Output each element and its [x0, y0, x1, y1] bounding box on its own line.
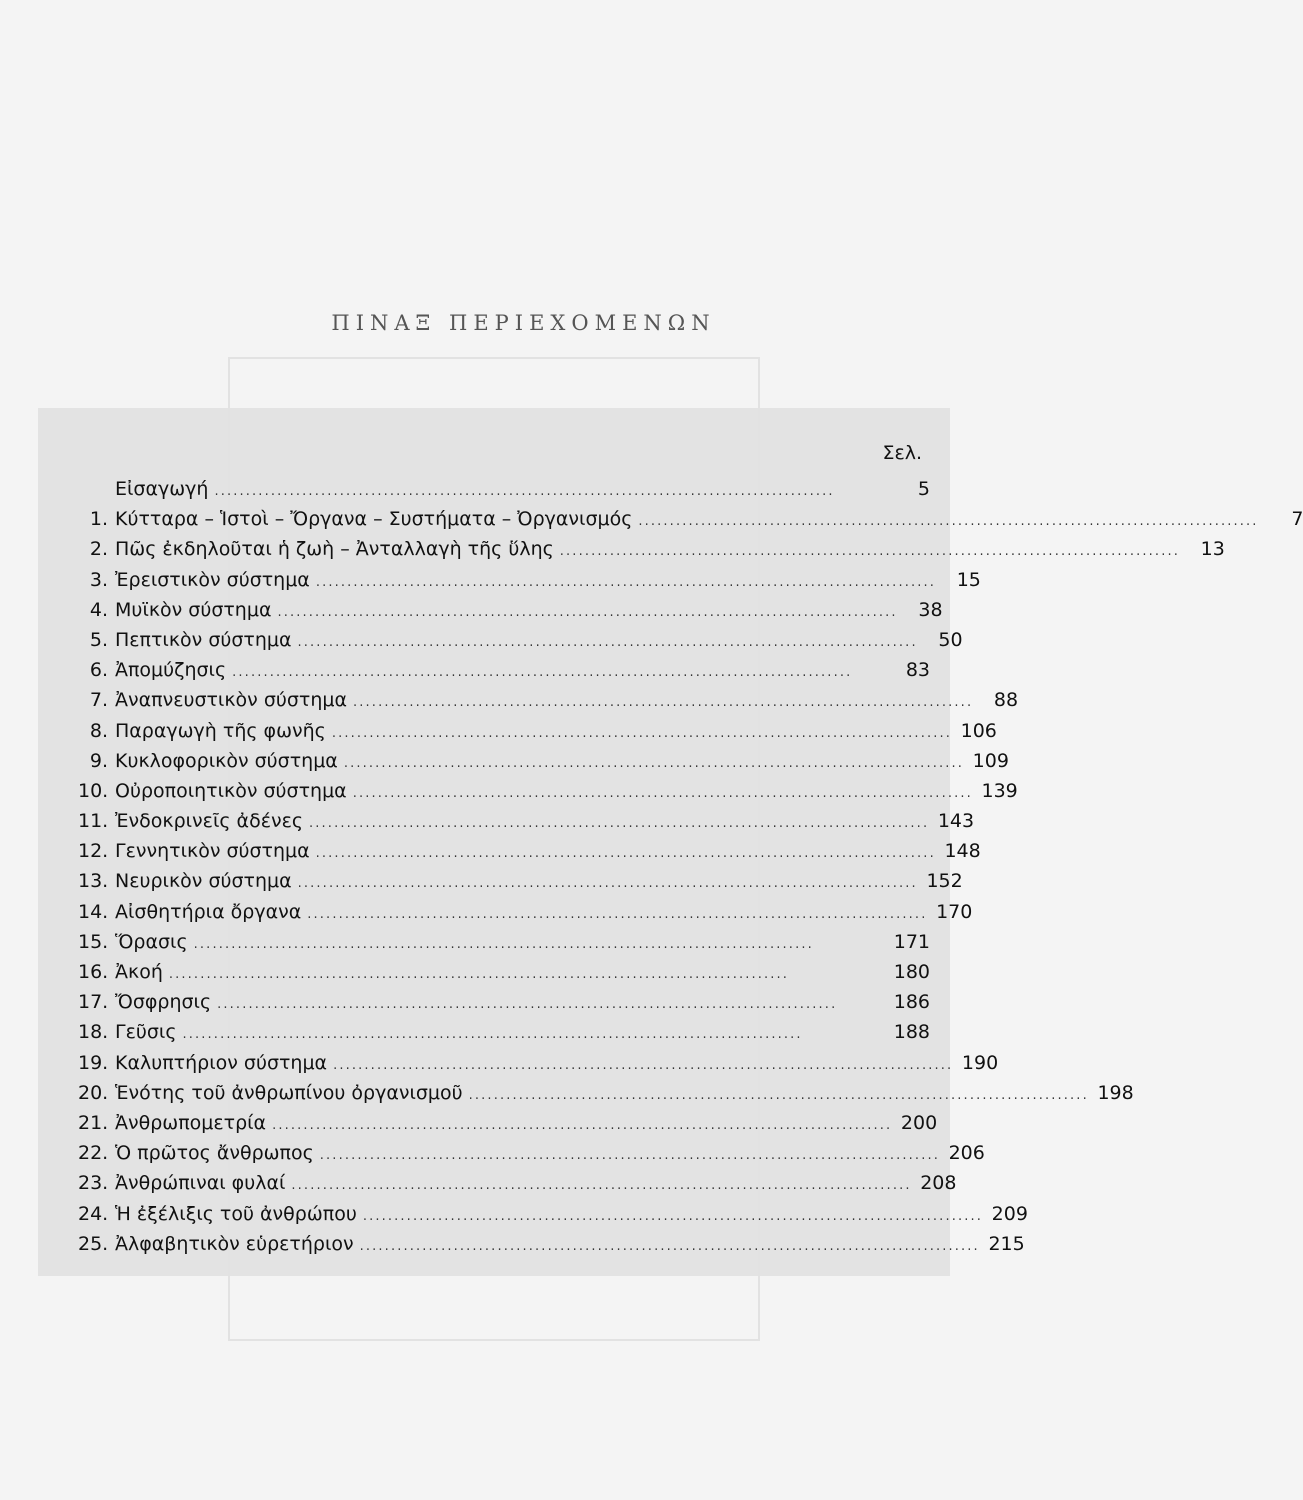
- toc-entry-title: Ὅρασις: [115, 930, 188, 953]
- toc-entry-number: 4.: [89, 598, 108, 621]
- toc-entry: [78, 957, 930, 987]
- toc-entry-title: Ἀλφαβητικὸν εὑρετήριον: [115, 1232, 354, 1255]
- toc-entry-number: 19.: [78, 1051, 109, 1074]
- toc-entry-page: 13: [1200, 538, 1225, 561]
- toc-entry-page: 148: [944, 840, 981, 863]
- toc-entry-title: Ἡ ἐξέλιξις τοῦ ἀνθρώπου: [115, 1202, 357, 1225]
- dot-leader: [560, 534, 1177, 564]
- toc-entry-page: 106: [960, 719, 997, 742]
- toc-entry: [78, 1138, 985, 1168]
- toc-entry-number: 13.: [78, 870, 109, 893]
- toc-entry: [78, 1229, 1025, 1259]
- page-title: ΠΙΝΑΞ ΠΕΡΙΕΧΟΜΕΝΩΝ: [331, 311, 716, 335]
- toc-entry-number: 2.: [89, 538, 108, 561]
- toc-entry-title: Γεῦσις: [115, 1021, 177, 1044]
- toc-entry-page: 206: [948, 1142, 985, 1165]
- toc-entry-number: 25.: [78, 1232, 109, 1255]
- toc-entry: [78, 716, 997, 746]
- toc-entry-title: Ἑνότης τοῦ ἀνθρωπίνου ὀργανισμοῦ: [115, 1081, 463, 1104]
- toc-entry-title: Ἀνθρωπομετρία: [115, 1111, 267, 1134]
- dot-leader: [469, 1078, 1086, 1108]
- dot-leader: [217, 987, 882, 1017]
- toc-entry-title: Αἰσθητήρια ὄργανα: [115, 900, 302, 923]
- toc-entry-number: 16.: [78, 961, 109, 983]
- toc-entry: [78, 504, 1303, 534]
- toc-entry-number: 23.: [78, 1172, 109, 1195]
- toc-entry: [78, 746, 1009, 776]
- toc-entry-title: Πεπτικὸν σύστημα: [115, 628, 292, 651]
- toc-entry-page: 209: [991, 1202, 1028, 1225]
- toc-entry-page: 188: [893, 1021, 930, 1044]
- toc-entry: [78, 565, 981, 595]
- toc-entry-title: Ἐνδοκρινεῖς ἀδένες: [115, 810, 304, 833]
- toc-entry-number: 6.: [89, 659, 108, 682]
- toc-entry-title: Ἀνθρώπιναι φυλαί: [115, 1172, 286, 1195]
- dot-leader: [353, 685, 970, 715]
- dot-leader: [316, 565, 933, 595]
- toc-entry: [78, 1168, 957, 1198]
- dot-leader: [332, 716, 949, 746]
- dot-leader: [638, 504, 1255, 534]
- toc-entry: [78, 897, 973, 927]
- toc-entry-page: 186: [893, 991, 930, 1014]
- toc-entry: [78, 534, 1225, 564]
- toc-entry: [78, 1078, 1134, 1108]
- toc-entry-title: Ὁ πρῶτος ἄνθρωπος: [115, 1142, 314, 1165]
- toc-entry-number: 10.: [78, 779, 109, 802]
- dot-leader: [333, 1048, 950, 1078]
- toc-entry-title: Κύτταρα – Ἱστοὶ – Ὄργανα – Συστήματα – Ὀργανισμός: [115, 508, 633, 531]
- toc-entry-number: 24.: [78, 1202, 109, 1225]
- toc-entry-page: 171: [893, 930, 930, 953]
- toc-entry: [78, 1048, 999, 1078]
- toc-entry-number: 18.: [78, 1021, 109, 1044]
- toc-entry-title: Ἐρειστικὸν σύστημα: [115, 568, 310, 591]
- dot-leader: [298, 866, 915, 896]
- dot-leader: [194, 927, 882, 957]
- toc-entry-number: 5.: [89, 628, 108, 651]
- toc-entry: [78, 625, 963, 655]
- toc-entry-number: 21.: [78, 1111, 109, 1134]
- toc-entry-page: 215: [988, 1232, 1025, 1255]
- toc-entry: [78, 776, 1018, 806]
- dot-leader: [272, 1108, 889, 1138]
- dot-leader: [307, 897, 924, 927]
- toc-entry-title: Καλυπτήριον σύστημα: [115, 1051, 328, 1074]
- toc-entry-number: 11.: [78, 810, 109, 833]
- toc-entry: [78, 806, 975, 836]
- toc-entry: [78, 685, 1019, 715]
- toc-entry-page: 38: [918, 598, 943, 621]
- toc-entry-title: Γεννητικὸν σύστημα: [115, 840, 310, 863]
- toc-entry-page: 200: [900, 1111, 938, 1134]
- toc-entry-number: 9.: [89, 749, 108, 772]
- toc-entry: [78, 836, 981, 866]
- toc-entry-title: Ἀκοή: [115, 961, 163, 983]
- toc-entry-number: 12.: [78, 840, 109, 863]
- toc-entry-title: Κυκλοφορικὸν σύστημα: [115, 749, 338, 772]
- toc-entry-page: 170: [936, 900, 973, 923]
- dot-leader: [169, 957, 882, 987]
- page-column-label: Σελ.: [882, 442, 922, 464]
- toc-entry-number: 17.: [78, 991, 109, 1014]
- dot-leader: [344, 746, 961, 776]
- table-of-contents: [78, 438, 1303, 1259]
- toc-entry-title: Ὄσφρησις: [115, 991, 212, 1014]
- toc-entry: [78, 927, 930, 957]
- toc-entry-title: Παραγωγὴ τῆς φωνῆς: [115, 719, 326, 742]
- toc-entry-number: 8.: [89, 719, 108, 742]
- toc-entry-page: 190: [961, 1051, 999, 1074]
- toc-entry-number: 1.: [89, 508, 108, 531]
- toc-entry-title: Οὐροποιητικὸν σύστημα: [115, 779, 347, 802]
- toc-list: [78, 474, 1303, 1259]
- dot-leader: [291, 1168, 908, 1198]
- toc-entry-page: 139: [981, 779, 1018, 802]
- dot-leader: [298, 625, 915, 655]
- dot-leader: [320, 1138, 937, 1168]
- toc-entry-number: 7.: [89, 689, 108, 712]
- toc-entry-page: 208: [920, 1172, 957, 1195]
- toc-entry: [78, 655, 930, 685]
- toc-entry-page: 15: [956, 568, 981, 591]
- toc-entry: [78, 987, 930, 1017]
- toc-entry-page: 7: [1291, 508, 1303, 531]
- toc-entry-number: 20.: [78, 1081, 109, 1104]
- toc-entry-title: Εἰσαγωγή: [115, 478, 209, 500]
- toc-entry-page: 50: [938, 628, 963, 651]
- toc-entry-page: 152: [926, 870, 963, 893]
- dot-leader: [309, 806, 926, 836]
- toc-entry-number: 22.: [78, 1142, 109, 1165]
- toc-entry: [78, 595, 943, 625]
- toc-entry-page: 88: [993, 689, 1019, 712]
- dot-leader: [214, 474, 882, 504]
- dot-leader: [316, 836, 933, 866]
- toc-entry-number: 14.: [78, 900, 109, 923]
- toc-entry: [78, 1199, 1028, 1229]
- toc-entry: [78, 1108, 938, 1138]
- dot-leader: [277, 595, 894, 625]
- toc-entry-page: 198: [1097, 1081, 1134, 1104]
- toc-entry-title: Ἀναπνευστικὸν σύστημα: [115, 689, 348, 712]
- toc-entry-number: 15.: [78, 930, 109, 953]
- toc-entry-title: Πῶς ἐκδηλοῦται ἡ ζωὴ – Ἀνταλλαγὴ τῆς ὕλης: [115, 538, 554, 561]
- toc-entry-page: 5: [917, 478, 930, 500]
- dot-leader: [363, 1199, 980, 1229]
- toc-entry-title: Ἀπομύζησις: [115, 659, 227, 682]
- toc-entry-number: 3.: [89, 568, 108, 591]
- dot-leader: [360, 1229, 977, 1259]
- toc-entry-page: 109: [972, 749, 1009, 772]
- toc-entry-page: 83: [905, 659, 930, 682]
- toc-entry: [78, 474, 930, 504]
- dot-leader: [232, 655, 882, 685]
- toc-entry: [78, 866, 963, 896]
- toc-entry-page: 180: [893, 961, 930, 983]
- toc-entry: [78, 1017, 930, 1047]
- dot-leader: [353, 776, 970, 806]
- toc-entry-page: 143: [937, 810, 975, 833]
- toc-entry-title: Νευρικὸν σύστημα: [115, 870, 292, 893]
- dot-leader: [182, 1017, 882, 1047]
- toc-entry-title: Μυϊκὸν σύστημα: [115, 598, 272, 621]
